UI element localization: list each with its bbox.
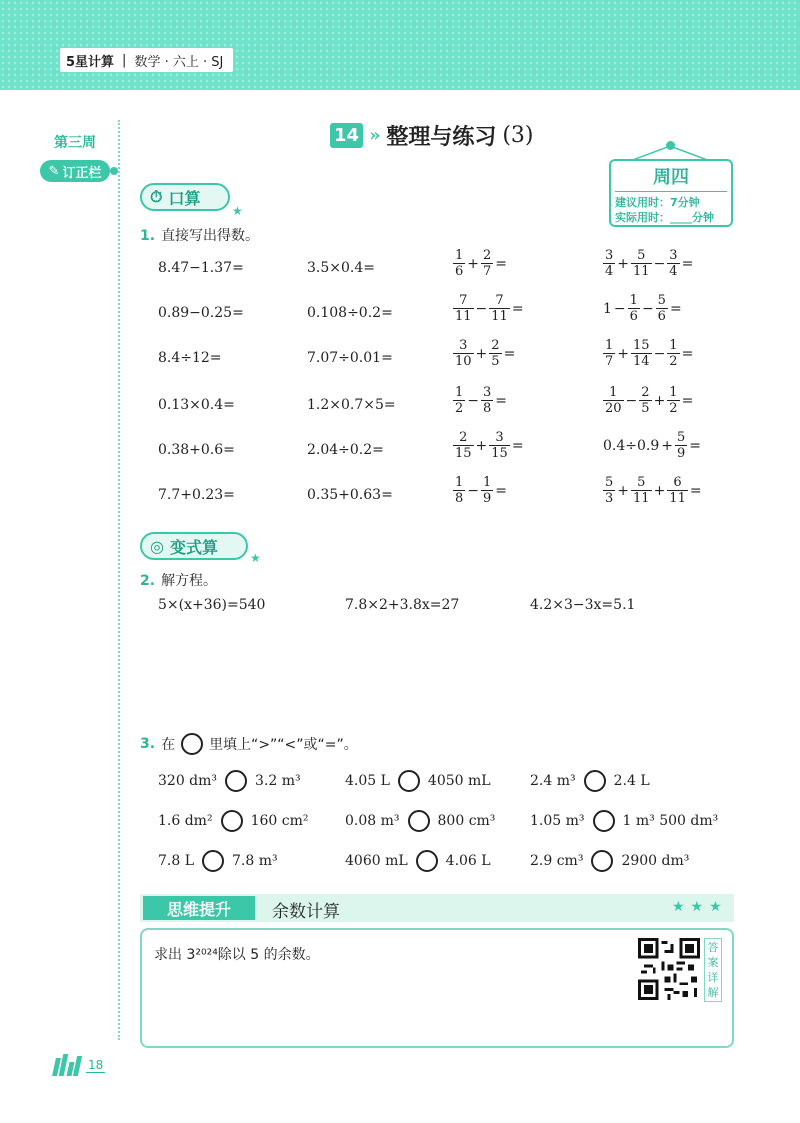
question-prefix: 在 bbox=[161, 737, 176, 753]
lesson-title: 整理与练习 bbox=[386, 125, 497, 150]
fraction: $\frac{5}{11}$ bbox=[633, 248, 650, 279]
fraction-problem: $\frac{1}{2}$ − $\frac{3}{8}$ = bbox=[455, 385, 508, 416]
fraction: $\frac{5}{3}$ bbox=[605, 475, 614, 506]
fraction: $\frac{1}{2}$ bbox=[455, 385, 464, 416]
fraction-problem: $\frac{1}{6}$ + $\frac{2}{7}$ = bbox=[455, 248, 508, 279]
problem: 0.38+0.6= bbox=[158, 442, 235, 458]
fraction-problem: $\frac{7}{11}$ − $\frac{7}{11}$ = bbox=[455, 293, 524, 324]
comparison-item bbox=[530, 810, 718, 832]
right-quantity: 4050 mL bbox=[427, 773, 491, 789]
left-quantity: 4060 mL bbox=[345, 853, 408, 869]
lesson-number: 14 bbox=[330, 123, 363, 148]
header-band bbox=[0, 0, 800, 90]
pin-icon bbox=[666, 141, 675, 150]
answer-circle[interactable] bbox=[408, 810, 430, 832]
fraction-problem: $\frac{2}{15}$ + $\frac{3}{15}$ = bbox=[455, 430, 524, 461]
fraction: $\frac{3}{15}$ bbox=[491, 430, 508, 461]
actual-time: 实际用时：____分钟 bbox=[615, 211, 714, 224]
lesson-title-block bbox=[330, 120, 534, 151]
day-card-divider bbox=[615, 191, 727, 192]
fraction: $\frac{7}{11}$ bbox=[491, 293, 508, 324]
book-spines-icon bbox=[54, 1054, 80, 1076]
problem: 0.35+0.63= bbox=[307, 487, 393, 503]
chevron-right-icon: » bbox=[369, 125, 381, 146]
problem: 0.108÷0.2= bbox=[307, 305, 393, 321]
comparison-item bbox=[530, 770, 650, 792]
thinking-tag: 思维提升 bbox=[143, 896, 255, 920]
footer bbox=[54, 1054, 105, 1076]
left-quantity: 2.9 cm³ bbox=[530, 853, 584, 869]
qr-code-icon[interactable] bbox=[638, 938, 700, 1000]
fraction: $\frac{1}{2}$ bbox=[669, 338, 678, 369]
comparison-item bbox=[530, 850, 689, 872]
answer-detail-label: 答案详解 bbox=[704, 938, 722, 1002]
fraction-problem: $\frac{3}{10}$ + $\frac{2}{5}$ = bbox=[455, 338, 516, 369]
fraction: $\frac{3}{8}$ bbox=[483, 385, 492, 416]
problem: 8.4÷12= bbox=[158, 350, 222, 366]
left-quantity: 4.05 L bbox=[345, 773, 390, 789]
correction-tag bbox=[40, 160, 110, 182]
answer-circle[interactable] bbox=[202, 850, 224, 872]
star-icon: ★ bbox=[232, 204, 243, 218]
question-number: 2. bbox=[140, 573, 156, 589]
question-number: 1. bbox=[140, 228, 156, 244]
fraction: $\frac{1}{8}$ bbox=[455, 475, 464, 506]
lesson-part: (3) bbox=[502, 123, 534, 148]
right-quantity: 800 cm³ bbox=[437, 813, 496, 829]
comparison-item bbox=[158, 810, 308, 832]
comparison-item bbox=[158, 770, 301, 792]
circle-icon bbox=[181, 733, 203, 755]
question-1 bbox=[140, 225, 259, 245]
left-quantity: 7.8 L bbox=[158, 853, 195, 869]
comparison-item bbox=[345, 770, 491, 792]
left-quantity: 0.08 m³ bbox=[345, 813, 400, 829]
comparison-item bbox=[158, 850, 278, 872]
right-quantity: 7.8 m³ bbox=[232, 853, 278, 869]
problem: 0.13×0.4= bbox=[158, 397, 235, 413]
answer-circle[interactable] bbox=[591, 850, 613, 872]
right-quantity: 1 m³ 500 dm³ bbox=[622, 813, 719, 829]
star-icon: ★ bbox=[250, 551, 261, 565]
fraction-problem: $\frac{5}{3}$ + $\frac{5}{11}$ + $\frac{6}{11}$ = bbox=[605, 475, 702, 506]
equation: 4.2×3−3x=5.1 bbox=[530, 597, 636, 613]
fraction: $\frac{3}{10}$ bbox=[455, 338, 472, 369]
section-mental-math bbox=[140, 183, 230, 211]
page-number: 18 bbox=[88, 1057, 104, 1072]
section-variant-math bbox=[140, 532, 248, 560]
fraction: $\frac{7}{11}$ bbox=[455, 293, 472, 324]
equation: 7.8×2+3.8x=27 bbox=[345, 597, 460, 613]
answer-circle[interactable] bbox=[416, 850, 438, 872]
correction-column-divider bbox=[118, 120, 120, 1040]
fraction: $\frac{1}{6}$ bbox=[455, 248, 464, 279]
answer-circle[interactable] bbox=[398, 770, 420, 792]
fraction: $\frac{1}{2}$ bbox=[669, 385, 678, 416]
fraction: $\frac{1}{7}$ bbox=[605, 338, 614, 369]
correction-label: 订正栏 bbox=[62, 165, 102, 181]
fraction: $\frac{1}{9}$ bbox=[483, 475, 492, 506]
right-quantity: 2.4 L bbox=[613, 773, 650, 789]
pencil-icon: ✎ bbox=[48, 163, 60, 179]
question-number: 3. bbox=[140, 736, 156, 752]
day-name: 周四 bbox=[653, 167, 689, 188]
problem: 7.07÷0.01= bbox=[307, 350, 393, 366]
fraction-problem: $\frac{1}{8}$ − $\frac{1}{9}$ = bbox=[455, 475, 508, 506]
right-quantity: 2900 dm³ bbox=[621, 853, 690, 869]
week-label: 第三周 bbox=[54, 135, 96, 151]
brand-name: 5星计算 bbox=[66, 54, 115, 70]
thinking-question: 求出 3²⁰²⁴除以 5 的余数。 bbox=[154, 947, 320, 963]
fraction-problem: $\frac{3}{4}$ + $\frac{5}{11}$ − $\frac{3}{4}$ = bbox=[605, 248, 694, 279]
suggested-time: 建议用时：7分钟 bbox=[615, 196, 700, 209]
problem: 2.04÷0.2= bbox=[307, 442, 384, 458]
answer-circle[interactable] bbox=[584, 770, 606, 792]
question-3 bbox=[140, 733, 358, 755]
equation: 5×(x+36)=540 bbox=[158, 597, 266, 613]
problem: 7.7+0.23= bbox=[158, 487, 235, 503]
fraction: $\frac{3}{4}$ bbox=[605, 248, 614, 279]
target-icon: ◎ bbox=[150, 536, 164, 556]
book-subtitle: 数学 · 六上 · SJ bbox=[134, 54, 224, 70]
brand-separator: | bbox=[122, 52, 127, 68]
correction-dot bbox=[110, 167, 118, 175]
fraction-problem: 0.4÷0.9 + $\frac{5}{9}$ = bbox=[603, 430, 702, 461]
question-2 bbox=[140, 570, 217, 590]
right-quantity: 160 cm² bbox=[250, 813, 309, 829]
right-quantity: 4.06 L bbox=[445, 853, 491, 869]
fraction: $\frac{5}{11}$ bbox=[633, 475, 650, 506]
series-label bbox=[60, 48, 233, 72]
stopwatch-icon: ⏱ bbox=[150, 187, 163, 206]
fraction-problem: $\frac{1}{7}$ + $\frac{15}{14}$ − $\frac{1}{2}$ = bbox=[605, 338, 694, 369]
fraction: $\frac{2}{5}$ bbox=[491, 338, 500, 369]
left-quantity: 1.05 m³ bbox=[530, 813, 585, 829]
left-quantity: 1.6 dm² bbox=[158, 813, 213, 829]
question-text: 直接写出得数。 bbox=[161, 228, 260, 244]
question-suffix: 里填上“>”“<”或“=”。 bbox=[209, 737, 358, 753]
answer-circle[interactable] bbox=[225, 770, 247, 792]
left-quantity: 2.4 m³ bbox=[530, 773, 576, 789]
problem: 8.47−1.37= bbox=[158, 260, 244, 276]
fraction: $\frac{2}{5}$ bbox=[641, 385, 650, 416]
star-rating: ★★★ bbox=[672, 899, 728, 915]
fraction: $\frac{1}{20}$ bbox=[605, 385, 622, 416]
fraction: $\frac{5}{6}$ bbox=[657, 293, 666, 324]
problem: 3.5×0.4= bbox=[307, 260, 375, 276]
fraction: $\frac{3}{4}$ bbox=[669, 248, 678, 279]
fraction-problem: 1 − $\frac{1}{6}$ − $\frac{5}{6}$ = bbox=[603, 293, 682, 324]
fraction-problem: $\frac{1}{20}$ − $\frac{2}{5}$ + $\frac{1}{2}$ = bbox=[605, 385, 694, 416]
comparison-item bbox=[345, 850, 491, 872]
answer-circle[interactable] bbox=[593, 810, 615, 832]
thinking-box bbox=[140, 928, 734, 1048]
fraction: $\frac{2}{15}$ bbox=[455, 430, 472, 461]
problem: 1.2×0.7×5= bbox=[307, 397, 396, 413]
fraction: $\frac{5}{9}$ bbox=[677, 430, 686, 461]
right-quantity: 3.2 m³ bbox=[255, 773, 301, 789]
fraction: $\frac{6}{11}$ bbox=[669, 475, 686, 506]
left-quantity: 320 dm³ bbox=[158, 773, 218, 789]
fraction: $\frac{15}{14}$ bbox=[633, 338, 650, 369]
fraction: $\frac{2}{7}$ bbox=[483, 248, 492, 279]
fraction: $\frac{1}{6}$ bbox=[629, 293, 638, 324]
problem: 0.89−0.25= bbox=[158, 305, 244, 321]
thinking-subtitle: 余数计算 bbox=[272, 902, 340, 922]
section-label: 口算 bbox=[168, 188, 201, 208]
question-text: 解方程。 bbox=[161, 573, 218, 589]
day-card bbox=[609, 159, 733, 227]
comparison-item bbox=[345, 810, 495, 832]
answer-circle[interactable] bbox=[221, 810, 243, 832]
section-label: 变式算 bbox=[169, 537, 218, 557]
